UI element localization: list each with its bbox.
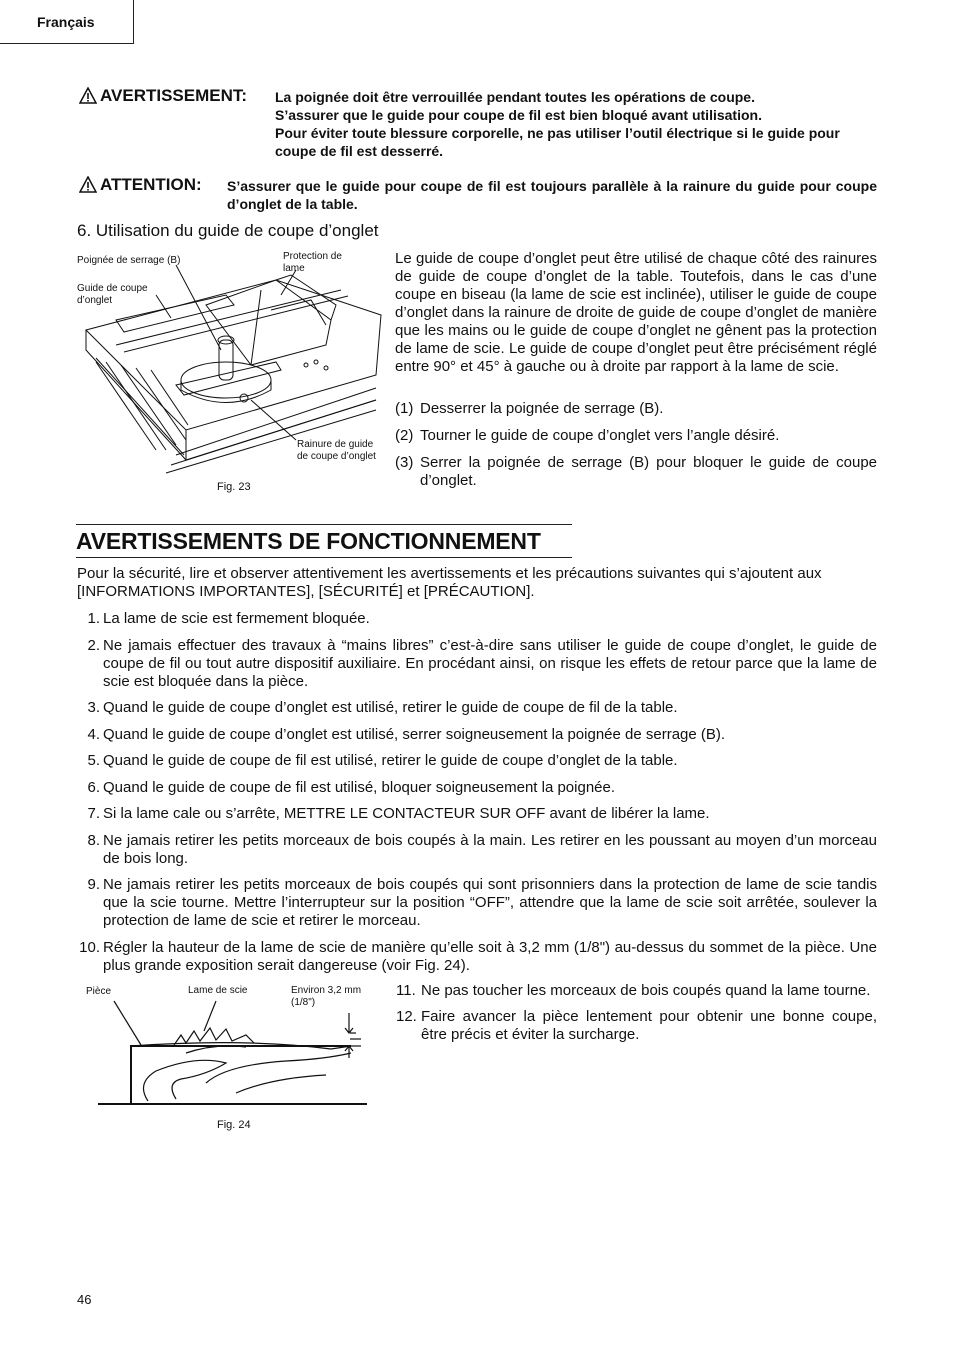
list-item (76, 939, 877, 975)
figure-24 (86, 983, 386, 1138)
page-number: 46 (77, 1292, 92, 1307)
item-number: 2. (87, 636, 100, 654)
figure-23 (76, 250, 386, 500)
list-item (76, 805, 877, 823)
fig-23-caption: Fig. 23 (217, 481, 251, 493)
step-item (395, 454, 877, 490)
item-text: Ne jamais retirer les petits morceaux de bois coupés à la main. Les retirer en les poussant au moyen d’un morceau de bois long. (103, 831, 877, 867)
list-item (76, 876, 877, 930)
item-text: Ne jamais effectuer des travaux à “mains libres” c’est-à-dire sans utiliser le guide de coupe d’onglet, le guide de coupe de fil ou tout autre dispositif auxiliaire. En procédant ainsi, on risque les effets de retour parce que la lame de scie est bloquée dans la pièce. (103, 636, 877, 690)
avertissement-label-text: AVERTISSEMENT: (100, 86, 248, 105)
fig-24-caption: Fig. 24 (217, 1119, 251, 1131)
list-item (76, 752, 877, 770)
label-poignee: Poignée de serrage (B) (77, 255, 181, 266)
step-text: Tourner le guide de coupe d’onglet vers l’angle désiré. (420, 427, 780, 444)
label-lame: Lame de scie (188, 985, 248, 996)
label-environ: Environ 3,2 mm (1/8") (291, 985, 362, 1008)
language-label: Français (37, 14, 95, 30)
item-number: 5. (87, 752, 100, 769)
warning-triangle-icon (79, 87, 97, 104)
label-guide: Guide de coupe d’onglet (77, 283, 148, 306)
attention-label (79, 175, 202, 195)
item-number: 1. (87, 610, 100, 627)
list-item (396, 982, 877, 1000)
section-6-steps (395, 400, 877, 499)
item-text: La lame de scie est fermement bloquée. (103, 610, 370, 627)
list-item (76, 637, 877, 691)
label-piece: Pièce (86, 986, 112, 997)
item-text: Quand le guide de coupe de fil est utilisé, bloquer soigneusement la poignée. (103, 778, 616, 796)
step-number: (3) (395, 454, 414, 471)
item-number: 8. (87, 831, 100, 849)
step-text: Serrer la poignée de serrage (B) pour bloquer le guide de coupe d’onglet. (420, 454, 877, 489)
avertissement-line: S’assurer que le guide pour coupe de fil est bien bloqué avant utilisation. (275, 107, 762, 123)
label-protection: Protection de lame (283, 251, 342, 274)
section-intro: Pour la sécurité, lire et observer attentivement les avertissements et les précautions suivantes qui s’ajoutent aux [INFORMATIONS IMPORTANTES], [SÉCURITÉ] et [PRÉCAUTION]. (77, 565, 822, 600)
warning-triangle-icon (79, 176, 97, 193)
language-tab (0, 0, 134, 44)
step-item (395, 427, 877, 445)
item-text: Régler la hauteur de la lame de scie de manière qu’elle soit à 3,2 mm (1/8") au-dessus du sommet de la pièce. Une plus grande exposition serait dangereuse (voir Fig. 24). (103, 938, 877, 974)
item-text: Quand le guide de coupe d’onglet est utilisé, serrer soigneusement la poignée de serrage (B). (103, 725, 726, 743)
section-6-heading: 6. Utilisation du guide de coupe d’onglet (77, 221, 379, 240)
item-text: Ne jamais retirer les petits morceaux de bois coupés qui sont prisonniers dans la protection de lame de scie tandis que la scie tourne. Mettre l’interrupteur sur la position “OFF”, attendre que la lame de scie soit arrêtée, soulever la protection de lame de scie et retirer le morceau. (103, 876, 877, 929)
item-number: 3. (87, 699, 100, 716)
item-number: 12. (396, 1008, 417, 1025)
step-number: (2) (395, 427, 414, 444)
label-rainure: Rainure de guide de coupe d’onglet (297, 439, 376, 462)
item-number: 9. (87, 876, 100, 893)
section-6-paragraph: Le guide de coupe d’onglet peut être utilisé de chaque côté des rainures de guide de coupe d’onglet de la table. Toutefois, dans le cas d’une coupe en biseau (la lame de scie est inclinée), utiliser le guide de coupe d’onglet dans la rainure de droite de guide de coupe d’onglet de manière que les mains ou le guide de coupe d’onglet ne gênent pas la protection de lame de scie. Le guide de coupe d’onglet peut être précisément réglé entre 90° et 45° à gauche ou à droite par rapport à la lame de scie. (395, 250, 878, 375)
list-item (396, 1008, 877, 1044)
step-text: Desserrer la poignée de serrage (B). (420, 400, 664, 417)
avertissement-line: Pour éviter toute blessure corporelle, ne pas utiliser l’outil électrique si le guide pour coupe de fil est desserré. (275, 125, 840, 159)
item-text: Ne pas toucher les morceaux de bois coupés quand la lame tourne. (421, 982, 871, 999)
item-number: 6. (87, 778, 100, 796)
avertissement-line: La poignée doit être verrouillée pendant toutes les opérations de coupe. (275, 89, 755, 105)
step-number: (1) (395, 400, 414, 417)
list-item (76, 699, 877, 717)
list-item (76, 610, 877, 628)
item-number: 7. (87, 805, 100, 822)
item-text: Faire avancer la pièce lentement pour obtenir une bonne coupe, être précis et éviter la surcharge. (421, 1008, 877, 1043)
item-text: Quand le guide de coupe de fil est utilisé, retirer le guide de coupe d’onglet de la table. (103, 752, 678, 769)
item-text: Si la lame cale ou s’arrête, METTRE LE CONTACTEUR SUR OFF avant de libérer la lame. (103, 805, 710, 822)
section-title: AVERTISSEMENTS DE FONCTIONNEMENT (76, 524, 572, 558)
warnings-list (76, 610, 877, 983)
avertissement-text (275, 88, 877, 160)
item-number: 4. (87, 725, 100, 743)
attention-label-text: ATTENTION: (100, 175, 202, 194)
attention-text: S’assurer que le guide pour coupe de fil est toujours parallèle à la rainure du guide pour coupe d’onglet de la table. (227, 178, 877, 212)
item-number: 11. (396, 982, 416, 999)
avertissement-label (79, 86, 247, 106)
list-item (76, 832, 877, 868)
list-item (76, 726, 877, 744)
step-item (395, 400, 877, 418)
list-item (76, 779, 877, 797)
warnings-list-continued (396, 982, 877, 1052)
item-number: 10. (79, 938, 100, 956)
item-text: Quand le guide de coupe d’onglet est utilisé, retirer le guide de coupe de fil de la table. (103, 699, 678, 716)
